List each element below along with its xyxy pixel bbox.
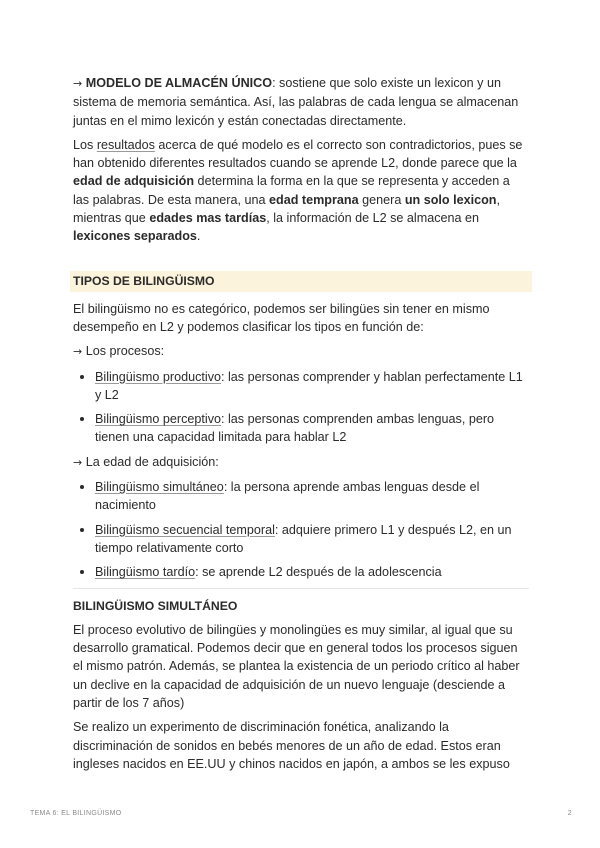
term-link[interactable]: Bilingüismo perceptivo [95,412,221,427]
label-text: Los procesos: [85,344,165,359]
text-run: genera [358,192,405,207]
edad-label [73,453,529,472]
item-desc: : adquiere primero L1 y después L2, en un tiempo relativamente corto [95,522,512,555]
term-link[interactable]: Bilingüismo simultáneo [95,480,224,495]
tipos-intro: El bilingüismo no es categórico, podemos ser bilingües sin tener en mismo desempeño en L2 y podemos clasificar los tipos en función de: [73,301,490,334]
footer-title: TEMA 6: EL BILINGÜISMO [30,810,122,817]
model-term: MODELO DE ALMACÉN ÚNICO [85,76,273,90]
bold-run: un solo lexicon [404,192,497,207]
model-paragraph [73,74,529,130]
arrow-right-icon: → [73,77,83,90]
text-run: determina la forma en la que se representa y acceden a las palabras. De esta manera, una [73,174,510,207]
item-desc: : se aprende L2 después de la adolescencia [195,565,442,580]
page-footer [30,810,572,817]
bold-run: edades mas tardías [149,211,267,226]
results-link[interactable]: resultados [96,137,155,152]
bold-run: lexicones separados [73,229,197,244]
arrow-right-icon: → [73,455,83,469]
label-text: La edad de adquisición: [85,454,219,469]
text-run: Los [73,137,97,152]
text-run: . [196,229,201,244]
text-run: acerca de qué modelo es el correcto son contradictorios, pues se han obtenido diferentes resultados cuando se aprende L2, donde parece que la [73,137,523,171]
divider [73,588,529,589]
list-item [73,521,529,558]
list-item [73,563,529,581]
item-desc: : las personas comprender y hablan perfectamente L1 y L2 [95,369,523,402]
list-item [73,410,529,447]
term-link[interactable]: Bilingüismo secuencial temporal [95,522,275,537]
text-run: , la información de L2 se almacena en [266,211,480,226]
term-link[interactable]: Bilingüismo productivo [95,369,221,384]
section-heading-tipos: TIPOS DE BILINGÜISMO [70,271,532,292]
arrow-right-icon: → [73,345,83,359]
list-item [73,478,529,515]
page-number: 2 [567,810,572,817]
procesos-label [73,342,529,361]
section-heading-simultaneo: BILINGÜISMO SIMULTÁNEO [73,598,238,613]
edad-list [73,478,529,581]
simultaneo-paragraph-1: El proceso evolutivo de bilingües y monolingües es muy similar, al igual que su desarrollo gramatical. Podemos decir que en general todos los procesos siguen el mismo patrón. Además, se plantea la existencia de un periodo crítico al haber un declive en la capacidad de adquisición de un nuevo lenguaje (desciende a partir de los 7 años) [73,622,520,711]
bold-run: edad de adquisición [73,174,195,189]
results-paragraph [73,136,529,246]
item-desc: : las personas comprenden ambas lenguas, pero tienen una capacidad limitada para hablar L2 [95,412,495,445]
item-desc: : la persona aprende ambas lenguas desde el nacimiento [95,480,480,513]
bold-run: edad temprana [269,192,359,207]
document-body [73,74,529,779]
list-item [73,368,529,405]
simultaneo-paragraph-2: Se realizo un experimento de discriminación fonética, analizando la discriminación de sonidos en bebés menores de un año de edad. Estos eran ingleses nacidos en EE.UU y chinos nacidos en japón, a ambos se les expuso [73,720,510,771]
procesos-list [73,368,529,447]
model-definition: : sostiene que solo existe un lexicon y un sistema de memoria semántica. Así, las palabras de cada lengua se almacenan juntas en el mimo lexicón y están conectadas directamente. [73,76,519,128]
term-link[interactable]: Bilingüismo tardío [95,565,196,580]
text-run: , mientras que [73,192,500,226]
